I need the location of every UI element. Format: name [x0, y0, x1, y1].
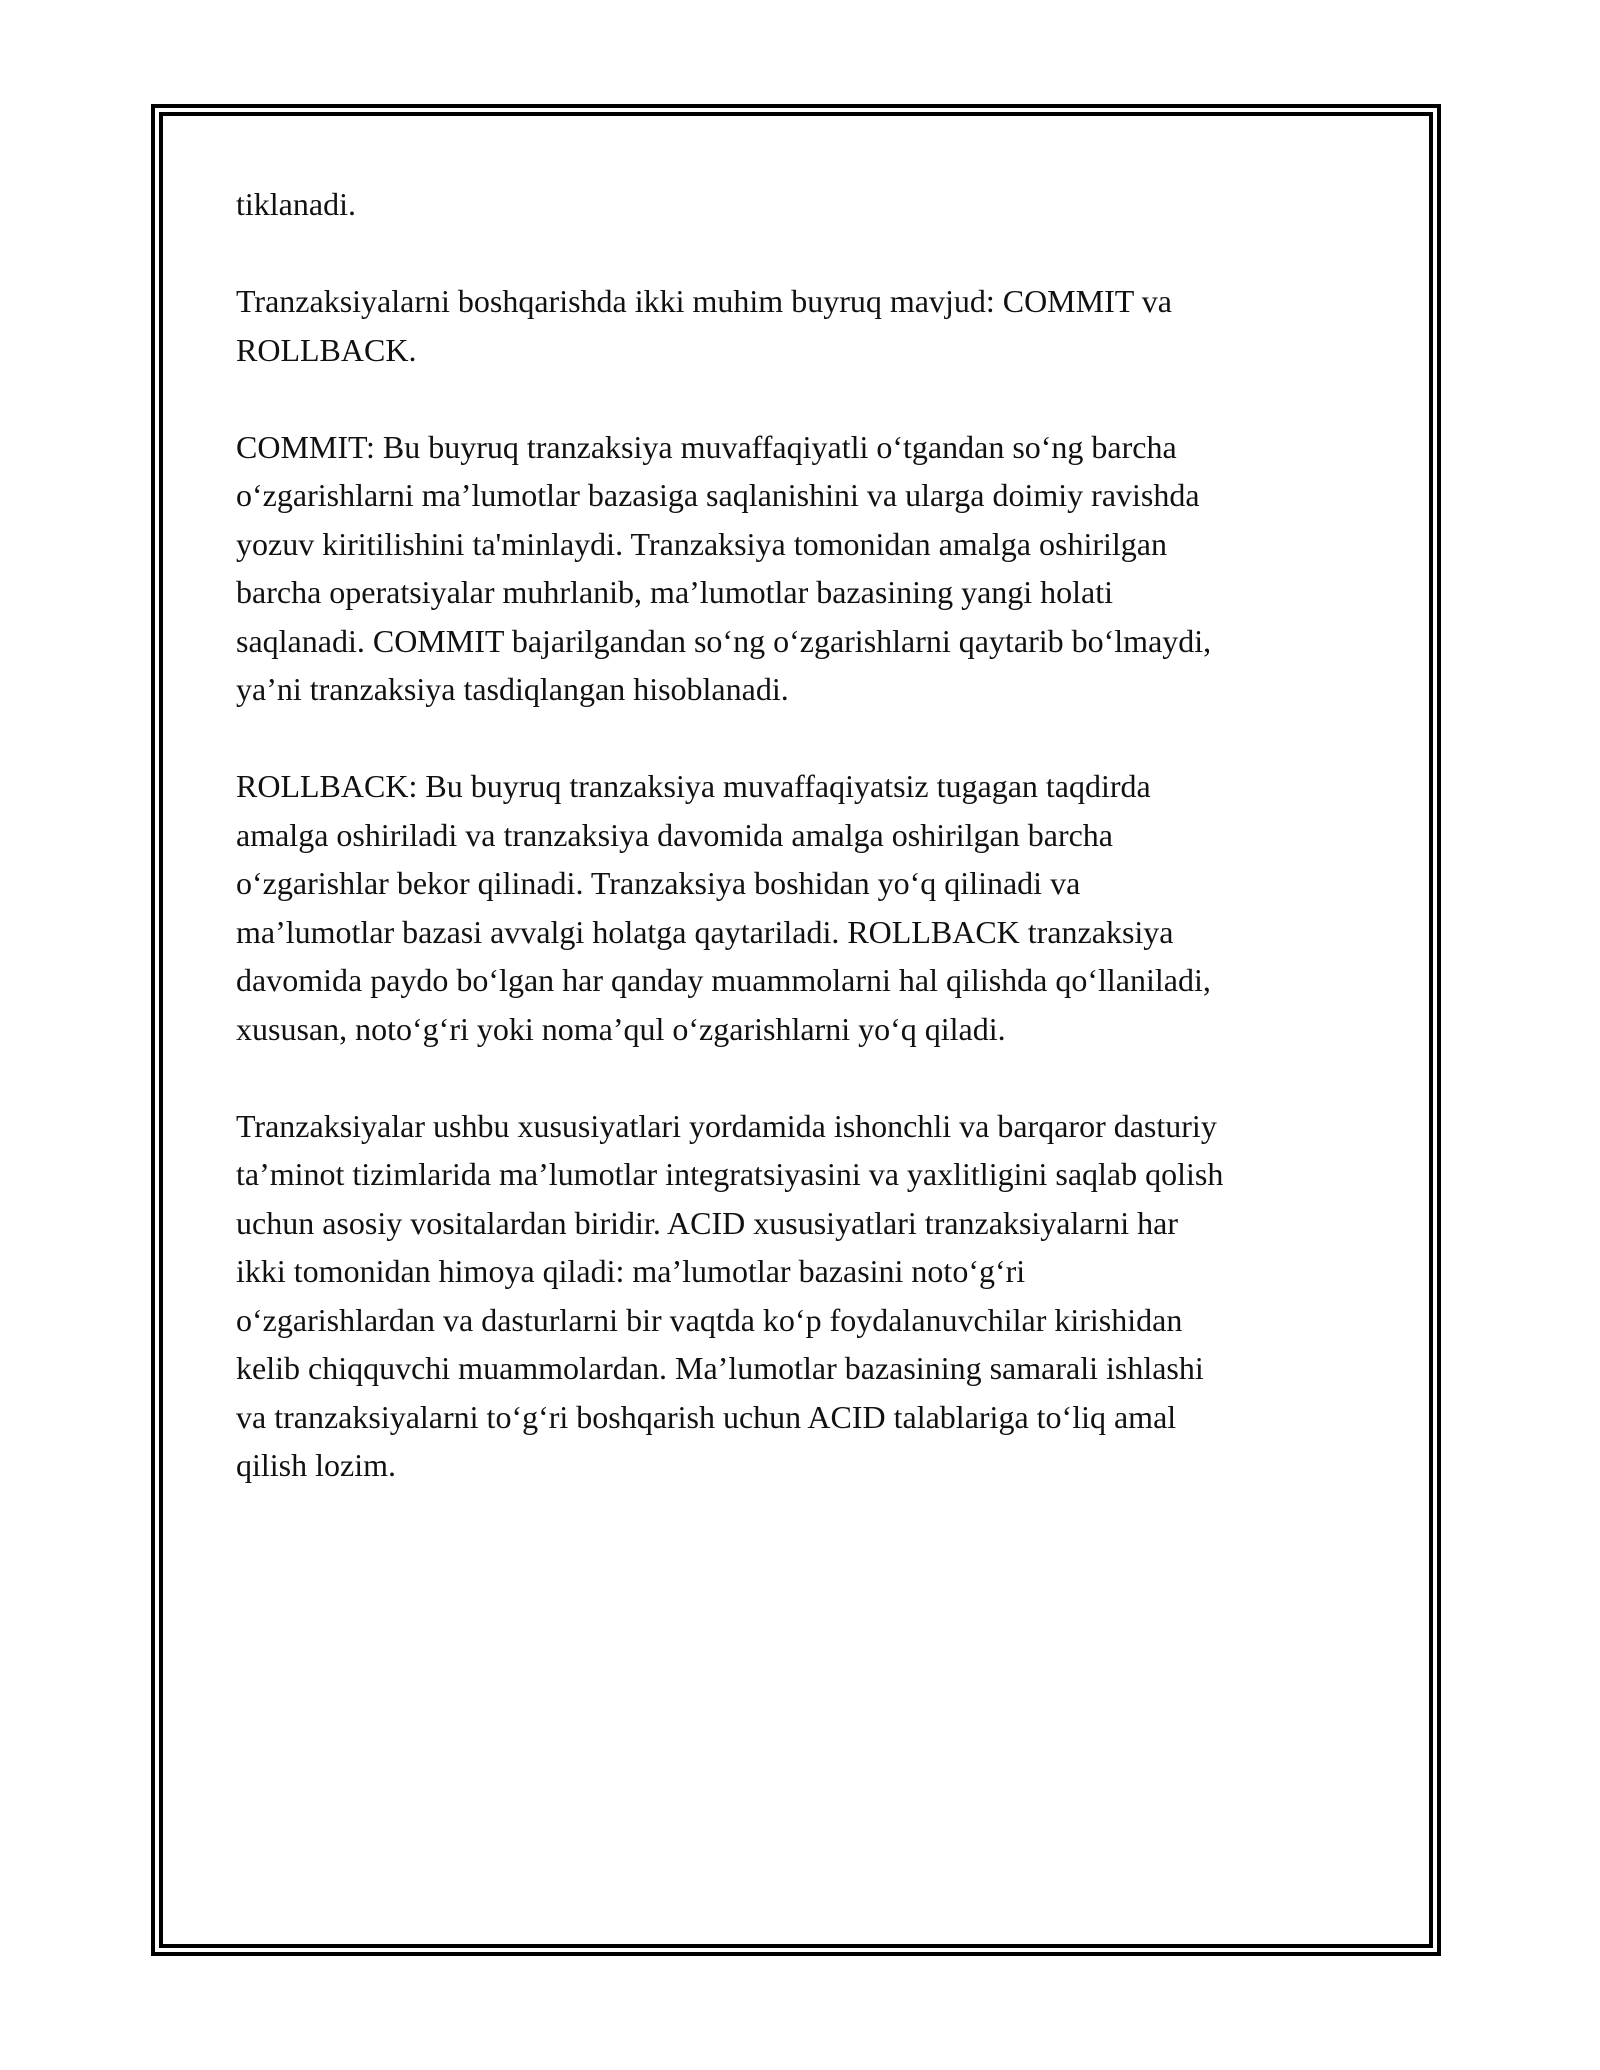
document-body	[236, 180, 1376, 1538]
paragraph-commit: COMMIT: Bu buyruq tranzaksiya muvaffaqiyatli o‘tgandan so‘ng barcha o‘zgarishlarni ma’lumotlar bazasiga saqlanishini va ularga doimiy ravishda yozuv kiritilishini ta'minlaydi. Tranzaksiya tomonidan amalga oshirilgan barcha operatsiyalar muhrlanib, ma’lumotlar bazasining yangi holati saqlanadi. COMMIT bajarilgandan so‘ng o‘zgarishlarni qaytarib bo‘lmaydi, ya’ni tranzaksiya tasdiqlangan hisoblanadi.	[236, 428, 1212, 707]
paragraph-rollback: ROLLBACK: Bu buyruq tranzaksiya muvaffaqiyatsiz tugagan taqdirda amalga oshiriladi va tranzaksiya davomida amalga oshirilgan barcha o‘zgarishlar bekor qilinadi. Tranzaksiya boshidan yo‘q qilinadi va ma’lumotlar bazasi avvalgi holatga qaytariladi. ROLLBACK tranzaksiya davomida paydo bo‘lgan har qanday muammolarni hal qilishda qo‘llaniladi, xususan, noto‘g‘ri yoki noma’qul o‘zgarishlarni yo‘q qiladi.	[236, 768, 1211, 1047]
paragraph-continuation: tiklanadi.	[236, 186, 356, 222]
paragraph-intro-commands: Tranzaksiyalarni boshqarishda ikki muhim buyruq mavjud: COMMIT va ROLLBACK.	[236, 283, 1172, 368]
paragraph-conclusion: Tranzaksiyalar ushbu xususiyatlari yordamida ishonchli va barqaror dasturiy ta’minot tizimlarida ma’lumotlar integratsiyasini va yaxlitligini saqlab qolish uchun asosiy vositalardan biridir. ACID xususiyatlari tranzaksiyalarni har ikki tomonidan himoya qiladi: ma’lumotlar bazasini noto‘g‘ri o‘zgarishlardan va dasturlarni bir vaqtda ko‘p foydalanuvchilar kirishidan kelib chiqquvchi muammolardan. Ma’lumotlar bazasining samarali ishlashi va tranzaksiyalarni to‘g‘ri boshqarish uchun ACID talablariga to‘liq amal qilish lozim.	[236, 1107, 1224, 1483]
